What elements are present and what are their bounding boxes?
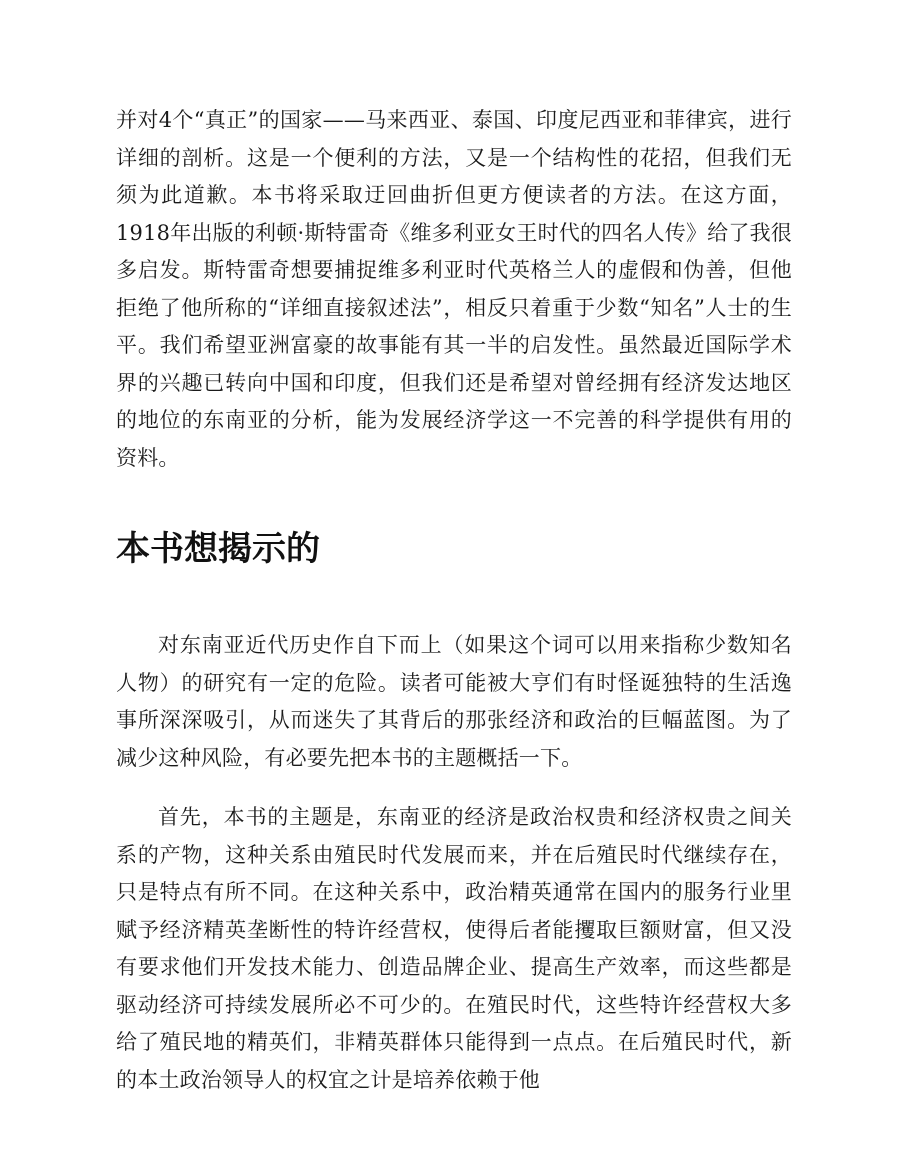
section-heading: 本书想揭示的 <box>116 529 320 569</box>
body-paragraph: 对东南亚近代历史作自下而上（如果这个词可以用来指称少数知名人物）的研究有一定的危险。读者可能被大亨们有时怪诞独特的生活逸事所深深吸引，从而迷失了其背后的那张经济和政治的巨幅蓝图。为了减少这种风险，有必要先把本书的主题概括一下。 <box>116 633 792 770</box>
body-paragraph: 首先，本书的主题是，东南亚的经济是政治权贵和经济权贵之间关系的产物，这种关系由殖民时代发展而来，并在后殖民时代继续存在，只是特点有所不同。在这种关系中，政治精英通常在国内的服务行业里赋予经济精英垄断性的特许经营权，使得后者能攫取巨额财富，但又没有要求他们开发技术能力、创造品牌企业、提高生产效率，而这些都是驱动经济可持续发展所必不可少的。在殖民时代，这些特许经营权大多给了殖民地的精英们，非精英群体只能得到一点点。在后殖民时代，新的本土政治领导人的权宜之计是培养依赖于他 <box>116 805 792 1092</box>
document-page <box>116 102 792 1099</box>
body-paragraph: 并对4个“真正”的国家——马来西亚、泰国、印度尼西亚和菲律宾，进行详细的剖析。这是一个便利的方法，又是一个结构性的花招，但我们无须为此道歉。本书将采取迂回曲折但更方便读者的方法。在这方面，1918年出版的利顿·斯特雷奇《维多利亚女王时代的四名人传》给了我很多启发。斯特雷奇想要捕捉维多利亚时代英格兰人的虚假和伪善，但他拒绝了他所称的“详细直接叙述法”，相反只着重于少数“知名”人士的生平。我们希望亚洲富豪的故事能有其一半的启发性。虽然最近国际学术界的兴趣已转向中国和印度，但我们还是希望对曾经拥有经济发达地区的地位的东南亚的分析，能为发展经济学这一不完善的科学提供有用的资料。 <box>116 108 792 470</box>
